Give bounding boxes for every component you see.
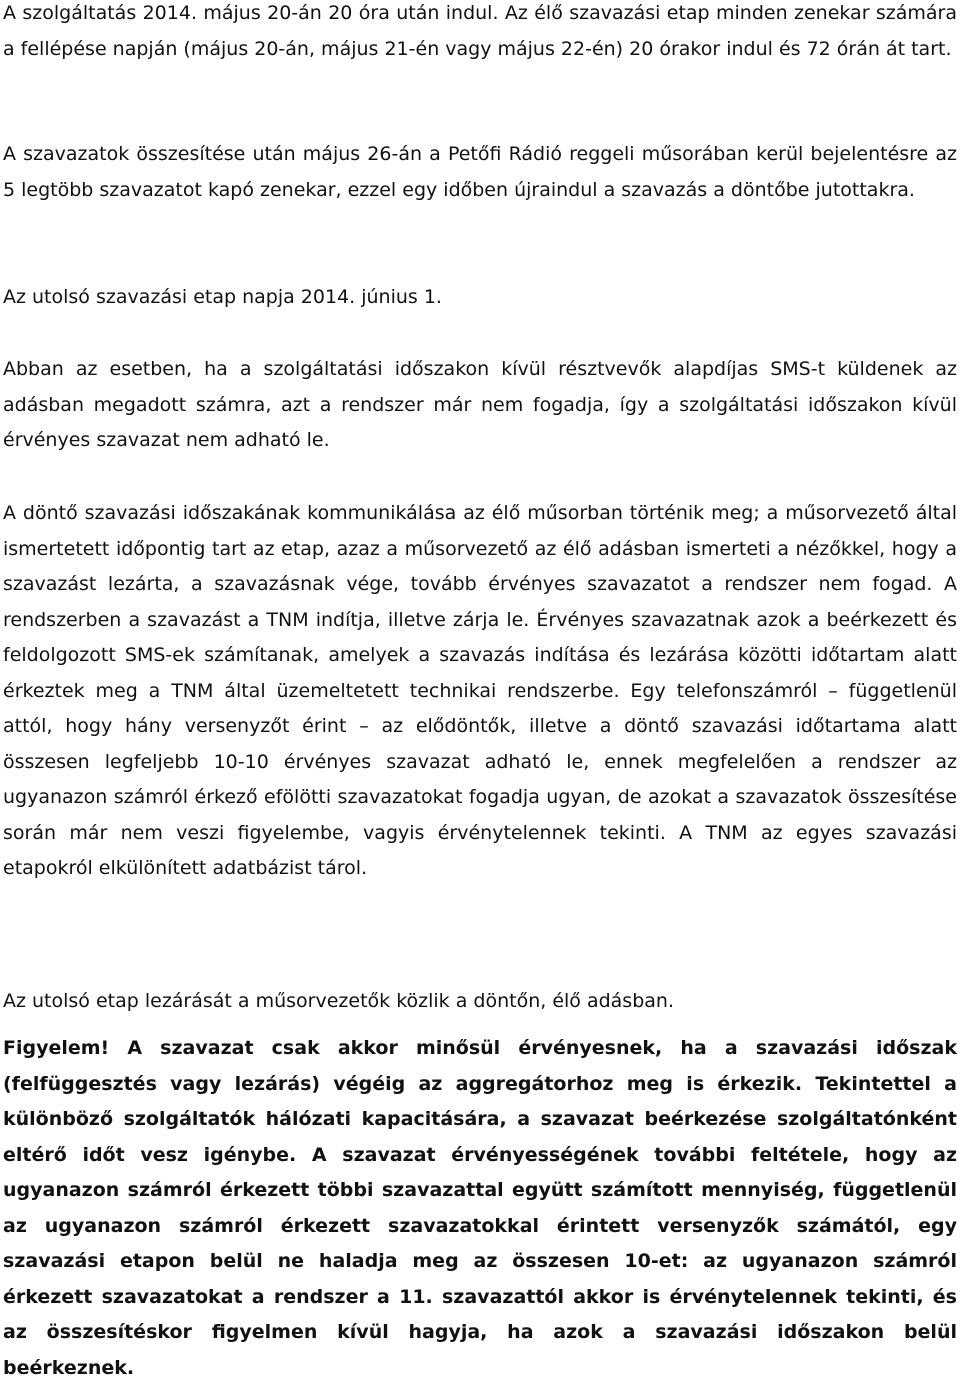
paragraph-last-stage-date: Az utolsó szavazási etap napja 2014. június 1. [3, 286, 442, 308]
paragraph-service-start: A szolgáltatás 2014. május 20-án 20 óra után indul. Az élő szavazási etap minden zenekar számára a fellépése napján (május 20-án, május 21-én vagy május 22-én) 20 órakor indul és 72 órán át tart. [3, 2, 957, 60]
paragraph-final-voting-period: A döntő szavazási időszakának kommunikálása az élő műsorban történik meg; a műsorvezető által ismertetett időpontig tart az etap, azaz a műsorvezető az élő adásban ismerteti a nézőkkel, hogy a szavazást lezárta, a szavazásnak vége, tovább érvényes szavazatot a rendszer nem fogad. A rendszerben a szavazást a TNM indítja, illetve zárja le. Érvényes szavazatnak azok a beérkezett és feldolgozott SMS-ek számítanak, amelyek a szavazás indítása és lezárása közötti időtartam alatt érkeztek meg a TNM által üzemeltetett technikai rendszerbe. Egy telefonszámról – függetlenül attól, hogy hány versenyzőt érint – az elődöntők, illetve a döntő szavazási időtartama alatt összesen legfeljebb 10-10 érvényes szavazat adható le, ennek megfelelően a rendszer az ugyanazon számról érkező efölötti szavazatokat fogadja ugyan, de azokat a szavazatok összesítése során már nem veszi figyelembe, vagyis érvénytelennek tekinti. A TNM az egyes szavazási etapokról elkülönített adatbázist tárol. [3, 502, 957, 879]
paragraph-attention-notice: Figyelem! A szavazat csak akkor minősül érvényesnek, ha a szavazási időszak (felfüggesztés vagy lezárás) végéig az aggregátorhoz meg is érkezik. Tekintettel a különböző szolgáltatók hálózati kapacitására, a szavazat beérkezése szolgáltatónként eltérő időt vesz igénybe. A szavazat érvényességének további feltétele, hogy az ugyanazon számról érkezett többi szavazattal együtt számított mennyiség, függetlenül az ugyanazon számról érkezett szavazatokkal érintett versenyzők számától, egy szavazási etapon belül ne haladja meg az összesen 10-et: az ugyanazon számról érkezett szavazatokat a rendszer a 11. szavazattól akkor is érvénytelennek tekinti, és az összesítéskor figyelmen kívül hagyja, ha azok a szavazási időszakon belül beérkeznek. [3, 1037, 957, 1379]
paragraph-last-stage-closing: Az utolsó etap lezárását a műsorvezetők közlik a döntőn, élő adásban. [3, 990, 674, 1012]
paragraph-vote-summary: A szavazatok összesítése után május 26-án a Petőfi Rádió reggeli műsorában kerül bejelentésre az 5 legtöbb szavazatot kapó zenekar, ezzel egy időben újraindul a szavazás a döntőbe jutottakra. [3, 143, 957, 201]
paragraph-outside-period: Abban az esetben, ha a szolgáltatási időszakon kívül résztvevők alapdíjas SMS-t küldenek az adásban megadott számra, azt a rendszer már nem fogadja, így a szolgáltatási időszakon kívül érvényes szavazat nem adható le. [3, 358, 957, 451]
